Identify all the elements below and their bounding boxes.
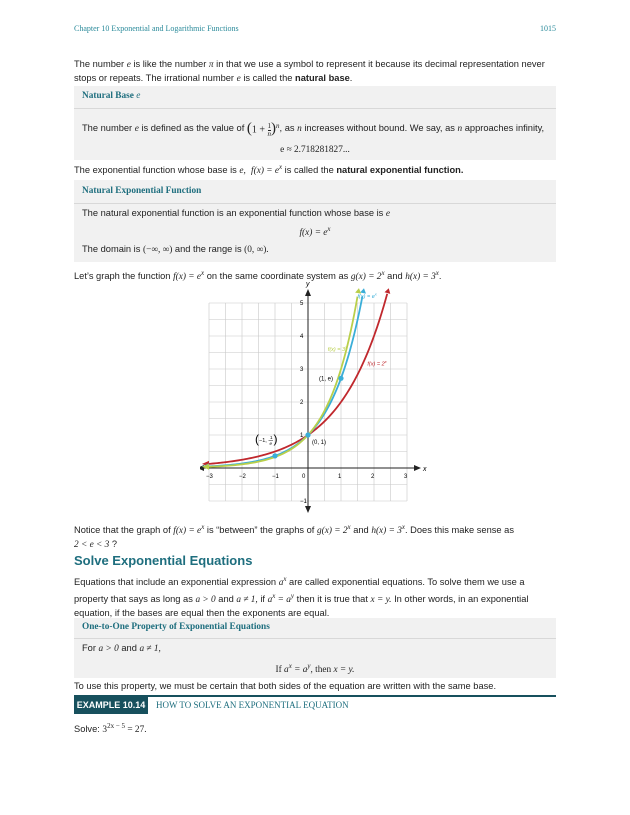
natural-exp-definition: The natural exponential function is an exponential function whose base is e — [82, 208, 391, 219]
curve-arrow-top — [360, 288, 366, 293]
x-axis-label: x — [423, 466, 427, 473]
curve-arrow-top — [385, 288, 391, 294]
y-tick-label: 3 — [300, 367, 304, 373]
use-property-sentence: To use this property, we must be certain that both sides of the equation are written with the same base. — [74, 681, 497, 691]
natural-base-definition: The number e is defined as the value of (1 + $\frac{1}{n}$ )$^n$, as n increases without bound. We say, as n approaches infinity, — [82, 120, 545, 138]
x-tick-label: 1 — [338, 474, 342, 480]
y-axis-label: y — [306, 282, 310, 288]
curve-f — [209, 296, 362, 466]
example-label: EXAMPLE 10.14 — [74, 697, 148, 714]
y-axis-arrow-down — [305, 506, 311, 513]
series-label: $f(x) = e^x$ — [357, 291, 377, 301]
point-label-paren-left: ( — [255, 431, 259, 446]
curve-h — [209, 297, 358, 467]
point-label-x: −1, — [259, 437, 267, 444]
natural-base-box — [74, 86, 556, 160]
point-label-den: e — [269, 440, 273, 446]
curve-arrow-top — [355, 288, 361, 293]
y-tick-label: −1 — [300, 499, 307, 505]
y-tick-label: 4 — [300, 334, 304, 340]
example-title: HOW TO SOLVE AN EXPONENTIAL EQUATION — [156, 700, 349, 710]
x-tick-label: −3 — [206, 474, 213, 480]
x-axis-arrow — [414, 465, 421, 471]
natural-exp-sentence: The exponential function whose base is e, $f(x) = e^x$ is called the natural exponential function. — [74, 163, 464, 177]
one-to-one-condition: For a > 0 and a ≠ 1, — [82, 643, 161, 654]
running-header — [74, 24, 556, 36]
y-tick-label: 2 — [300, 400, 304, 406]
point-label: (0, 1) — [312, 440, 327, 446]
graph-sentence: Let’s graph the function $f(x) = e^x$ on the same coordinate system as $g(x) = 2^x$ and $h(x) = 3^x$. — [74, 269, 442, 283]
point-label-num: 1 — [270, 434, 273, 440]
x-tick-label: −2 — [239, 474, 246, 480]
exponential-graph — [200, 282, 440, 516]
equations-paragraph: Equations that include an exponential expression $a^x$ are called exponential equations. To solve them we use a property that says as long as a > 0 and a ≠ 1, if $a^x = a^y$ then it is true that x = y. In other words, in an exponential equation, if the bases are equal then the exponents are equal. — [74, 575, 529, 619]
natural-exp-formula: $f(x) = e^x$ — [299, 225, 331, 239]
notice-paragraph: Notice that the graph of $f(x) = e^x$ is “between” the graphs of $g(x) = 2^x$ and $h(x) = 3^x$. Does this make sense as 2 < e < 3 ? — [74, 523, 514, 551]
one-to-one-box — [74, 618, 556, 678]
one-to-one-statement: If $a^x = a^y$, then x = y. — [275, 662, 355, 676]
data-point — [305, 432, 310, 437]
x-tick-label: 3 — [404, 474, 408, 480]
y-tick-label: 1 — [300, 433, 304, 439]
point-label-paren-right: ) — [273, 431, 278, 446]
point-label: (1, e) — [319, 376, 334, 383]
page-number: 1015 — [540, 24, 556, 33]
series-label: $f(x) = 3^x$ — [327, 344, 348, 353]
series-label: $f(x) = 2^x$ — [367, 359, 387, 368]
intro-paragraph: The number e is like the number π in that we use a symbol to represent it because its decimal representation never stops or repeats. The irrational number e is called the natural base. — [74, 59, 545, 84]
data-point — [338, 376, 343, 381]
box-title: Natural Base e — [82, 91, 141, 101]
section-heading: Solve Exponential Equations — [74, 553, 253, 568]
x-tick-label: 2 — [371, 474, 375, 480]
e-approximation: e ≈ 2.718281827... — [280, 145, 350, 155]
chapter-title: Chapter 10 Exponential and Logarithmic Functions — [74, 24, 239, 33]
natural-exponential-box — [74, 180, 556, 262]
domain-range-text: The domain is (−∞, ∞) and the range is (0, ∞). — [82, 244, 269, 255]
box-title: One-to-One Property of Exponential Equations — [82, 622, 270, 632]
y-tick-label: 5 — [300, 301, 304, 307]
x-tick-label: −1 — [272, 474, 279, 480]
limit-expression: (1 + $\frac{1}{n}$ )$^n$ — [246, 120, 280, 138]
data-point — [272, 453, 277, 458]
box-title: Natural Exponential Function — [82, 186, 202, 196]
y-axis-arrow — [305, 289, 311, 296]
x-tick-label: 0 — [302, 474, 306, 480]
example-solve: Solve: $3^{2x - 5} = 27$. — [74, 722, 147, 736]
